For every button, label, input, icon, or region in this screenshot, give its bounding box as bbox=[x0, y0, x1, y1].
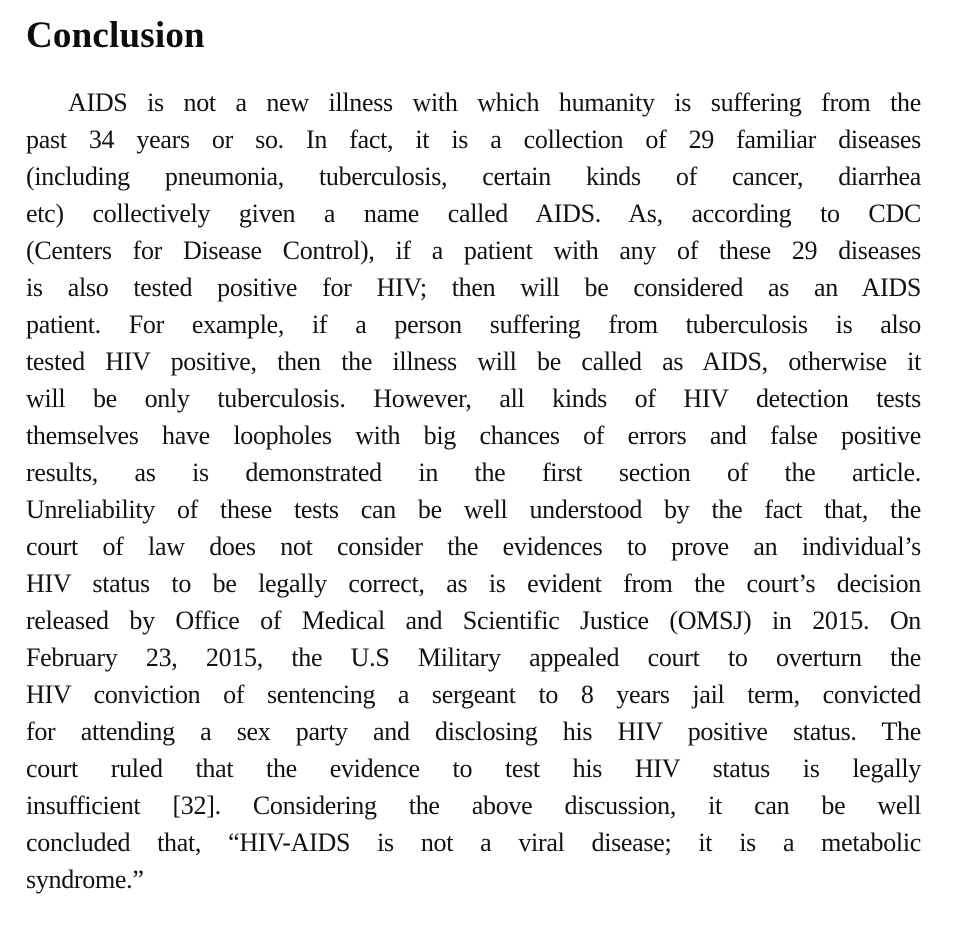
paragraph-line: HIV conviction of sentencing a sergeant to 8 years jail term, convicted bbox=[26, 679, 921, 709]
paragraph-line: court ruled that the evidence to test his HIV status is legally bbox=[26, 753, 921, 783]
paragraph-line: (Centers for Disease Control), if a patient with any of these 29 diseases bbox=[26, 235, 921, 265]
paragraph-line: Unreliability of these tests can be well understood by the fact that, the bbox=[26, 494, 921, 524]
paragraph-line: concluded that, “HIV-AIDS is not a viral disease; it is a metabolic bbox=[26, 827, 921, 857]
paragraph-line: released by Office of Medical and Scientific Justice (OMSJ) in 2015. On bbox=[26, 605, 921, 635]
paragraph-line: results, as is demonstrated in the first section of the article. bbox=[26, 457, 921, 487]
paragraph-line: will be only tuberculosis. However, all kinds of HIV detection tests bbox=[26, 383, 921, 413]
paragraph-line: tested HIV positive, then the illness will be called as AIDS, otherwise it bbox=[26, 346, 921, 376]
paragraph-line: AIDS is not a new illness with which humanity is suffering from the bbox=[68, 87, 921, 117]
paragraph-line: (including pneumonia, tuberculosis, certain kinds of cancer, diarrhea bbox=[26, 161, 921, 191]
paragraph-line: insufficient [32]. Considering the above discussion, it can be well bbox=[26, 790, 921, 820]
paragraph-line: themselves have loopholes with big chances of errors and false positive bbox=[26, 420, 921, 450]
paragraph-line: is also tested positive for HIV; then will be considered as an AIDS bbox=[26, 272, 921, 302]
conclusion-paragraph bbox=[26, 84, 921, 898]
paragraph-line: past 34 years or so. In fact, it is a collection of 29 familiar diseases bbox=[26, 124, 921, 154]
paragraph-line: court of law does not consider the evidences to prove an individual’s bbox=[26, 531, 921, 561]
section-title: Conclusion bbox=[26, 15, 205, 56]
paragraph-line: etc) collectively given a name called AIDS. As, according to CDC bbox=[26, 198, 921, 228]
paragraph-line: patient. For example, if a person suffering from tuberculosis is also bbox=[26, 309, 921, 339]
paragraph-line: syndrome.” bbox=[26, 864, 144, 894]
paragraph-line: for attending a sex party and disclosing his HIV positive status. The bbox=[26, 716, 921, 746]
paragraph-line: February 23, 2015, the U.S Military appealed court to overturn the bbox=[26, 642, 921, 672]
paragraph-line: HIV status to be legally correct, as is evident from the court’s decision bbox=[26, 568, 921, 598]
